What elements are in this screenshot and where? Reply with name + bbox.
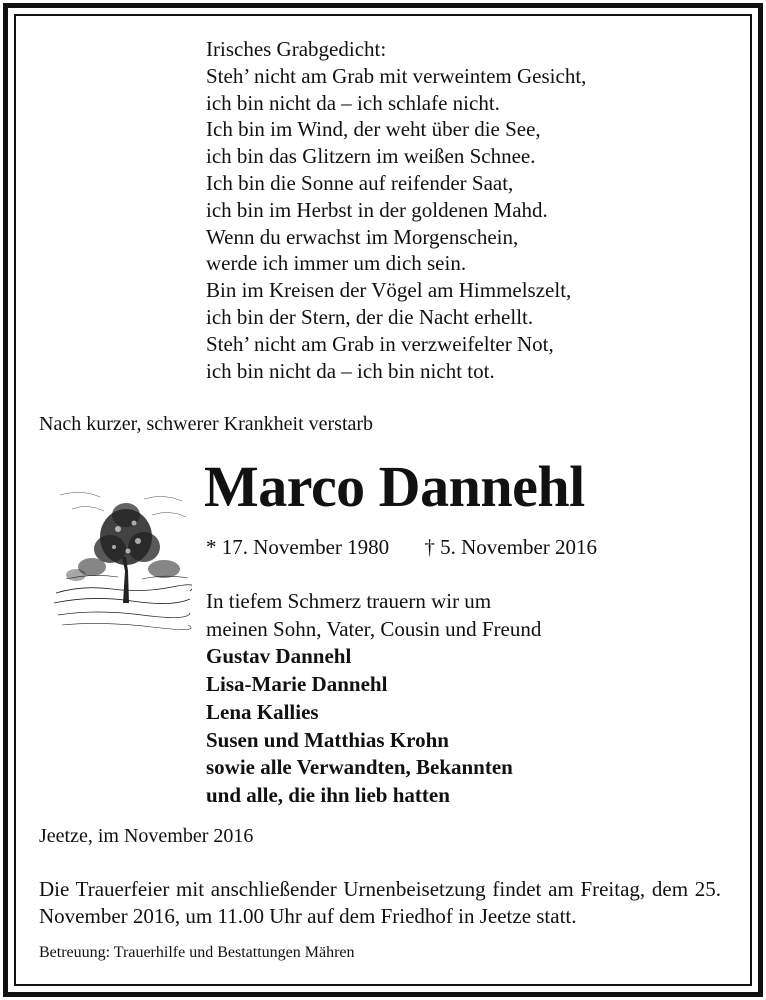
- mourner-name: sowie alle Verwandten, Bekannten: [206, 755, 513, 780]
- tree-landscape-icon: [52, 475, 192, 637]
- mourner-name: Susen und Matthias Krohn: [206, 727, 449, 752]
- poem-line: Ich bin die Sonne auf reifender Saat,: [206, 170, 514, 195]
- poem-line: ich bin der Stern, der die Nacht erhellt.: [206, 304, 534, 329]
- poem-line: Steh’ nicht am Grab mit verweintem Gesicht,: [206, 63, 587, 88]
- mourning-line: meinen Sohn, Vater, Cousin und Freund: [206, 616, 542, 641]
- life-dates: [206, 535, 597, 560]
- notice-outer-border: [3, 3, 763, 997]
- deceased-name: Marco Dannehl: [204, 454, 585, 519]
- poem-line: Irisches Grabgedicht:: [206, 37, 387, 61]
- mourner-name: Lena Kallies: [206, 699, 319, 724]
- birth-date: * 17. November 1980: [206, 535, 390, 559]
- poem-line: werde ich immer um dich sein.: [206, 251, 467, 276]
- mourner-name: Gustav Dannehl: [206, 644, 352, 669]
- poem-line: ich bin im Herbst in der goldenen Mahd.: [206, 197, 548, 222]
- poem-line: ich bin nicht da – ich schlafe nicht.: [206, 90, 500, 115]
- undertaker-credit: Betreuung: Trauerhilfe und Bestattungen Mähren: [39, 944, 355, 961]
- place-date: Jeetze, im November 2016: [39, 825, 254, 847]
- intro-text: Nach kurzer, schwerer Krankheit verstarb: [39, 413, 374, 435]
- poem-line: Bin im Kreisen der Vögel am Himmelszelt,: [206, 278, 572, 303]
- mourning-block: [206, 588, 541, 810]
- poem-line: Ich bin im Wind, der weht über die See,: [206, 117, 541, 142]
- death-date: † 5. November 2016: [424, 535, 598, 559]
- funeral-info: Die Trauerfeier mit anschließender Urnenbeisetzung findet am Freitag, dem 25. November 2016, um 11.00 Uhr auf dem Friedhof in Jeetze statt.: [39, 877, 721, 928]
- poem-line: Steh’ nicht am Grab in verzweifelter Not,: [206, 331, 554, 356]
- mourning-line: In tiefem Schmerz trauern wir um: [206, 589, 492, 613]
- poem-line: Wenn du erwachst im Morgenschein,: [206, 224, 519, 249]
- mourner-name: Lisa-Marie Dannehl: [206, 672, 388, 697]
- poem-line: ich bin das Glitzern im weißen Schnee.: [206, 144, 536, 169]
- mourner-name: und alle, die ihn lieb hatten: [206, 782, 450, 807]
- poem: [206, 36, 586, 384]
- poem-line: ich bin nicht da – ich bin nicht tot.: [206, 358, 495, 383]
